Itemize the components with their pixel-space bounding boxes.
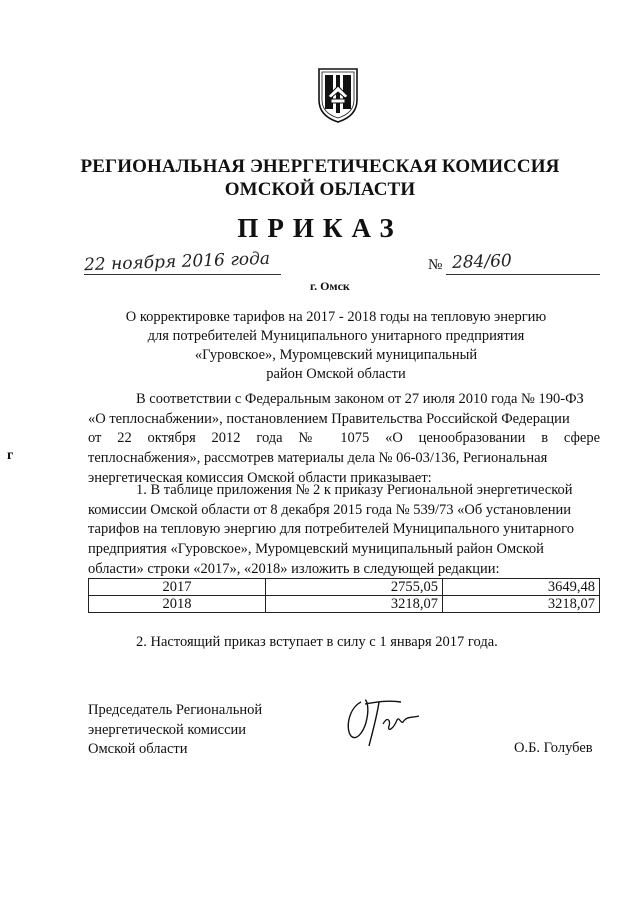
subject-line: «Гуровское», Муромцевский муниципальный: [194, 347, 478, 363]
subject-line: район Омской области: [266, 366, 406, 382]
paragraph-line: энергетическая комиссия Омской области приказывает:: [88, 469, 432, 486]
tariff-cell: 3218,07: [443, 596, 600, 613]
tariff-cell: 2755,05: [266, 579, 443, 596]
handwritten-signature: [343, 694, 425, 750]
document-date: 22 ноября 2016 года: [83, 248, 271, 276]
paragraph-line: 2. Настоящий приказ вступает в силу с 1 января 2017 года.: [136, 634, 498, 650]
number-label: №: [428, 257, 443, 273]
paragraph-line: В соответствии с Федеральным законом от 27 июля 2010 года № 190-ФЗ: [136, 391, 584, 407]
document-number: 284/60: [451, 250, 513, 274]
paragraph-line: тарифов на тепловую энергию для потребителей Муниципального унитарного: [88, 521, 574, 538]
table-row: [89, 579, 600, 596]
paragraph-line: комиссии Омской области от 8 декабря 2015 года № 539/73 «Об установлении: [88, 501, 572, 518]
preamble-paragraph: [88, 390, 600, 489]
tariff-cell: 3218,07: [266, 596, 443, 613]
paragraph-line: «О теплоснабжении», постановлением Правительства Российской Федерации: [88, 410, 570, 427]
subject-line: для потребителей Муниципального унитарного предприятия: [147, 328, 525, 344]
year-cell: 2017: [89, 579, 266, 596]
signatory-position: [88, 701, 262, 760]
order-subject: [100, 308, 572, 384]
position-line: энергетической комиссии: [88, 721, 247, 738]
year-cell: 2018: [89, 596, 266, 613]
document-title: ПРИКАЗ: [237, 213, 403, 243]
org-name-line-2: ОМСКОЙ ОБЛАСТИ: [224, 179, 416, 200]
margin-mark: г: [7, 448, 14, 463]
position-line: Омской области: [88, 741, 188, 757]
number-underline: [446, 274, 600, 275]
paragraph-line: области» строки «2017», «2018» изложить в следующей редакции:: [88, 560, 500, 577]
clause-1-paragraph: [88, 481, 600, 580]
omsk-coat-of-arms-icon: [316, 66, 360, 124]
city-label: г. Омск: [310, 279, 350, 293]
org-name-line-1: РЕГИОНАЛЬНАЯ ЭНЕРГЕТИЧЕСКАЯ КОМИССИЯ: [80, 156, 560, 177]
paragraph-line: от 22 октября 2012 года № 1075 «О ценообразовании в сфере: [88, 430, 600, 447]
subject-line: О корректировке тарифов на 2017 - 2018 годы на тепловую энергию: [125, 309, 547, 325]
tariff-table: [88, 578, 600, 613]
paragraph-line: 1. В таблице приложения № 2 к приказу Региональной энергетической: [136, 482, 573, 498]
paragraph-line: предприятия «Гуровское», Муромцевский муниципальный район Омской: [88, 541, 544, 558]
clause-2-paragraph: [88, 633, 600, 653]
signatory-name: О.Б. Голубев: [514, 740, 593, 756]
paragraph-line: теплоснабжения», рассмотрев материалы дела № 06-03/136, Региональная: [88, 450, 548, 467]
tariff-cell: 3649,48: [443, 579, 600, 596]
table-row: [89, 596, 600, 613]
date-underline: [84, 274, 281, 275]
position-line: Председатель Региональной: [88, 702, 263, 718]
